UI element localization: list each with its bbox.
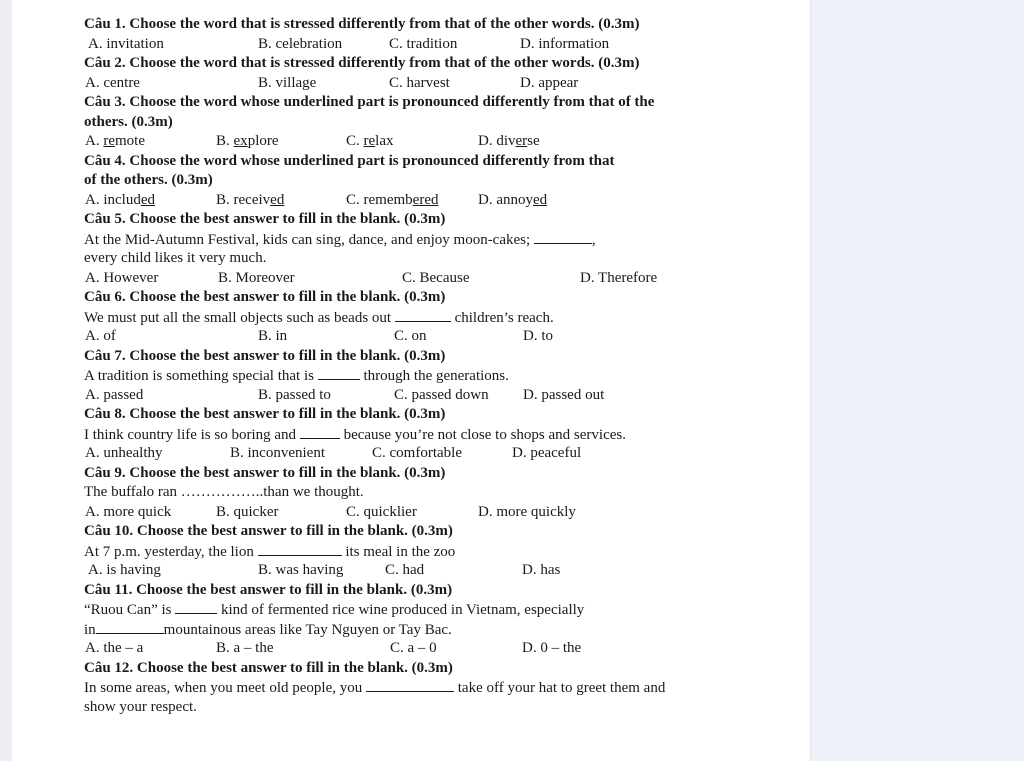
question-11-stem-cont: in mountainous areas like Tay Nguyen or Tay Bac. bbox=[84, 621, 452, 638]
answer-blank bbox=[395, 308, 451, 322]
question-12-stem: In some areas, when you meet old people, you take off your hat to greet them and bbox=[84, 680, 666, 696]
answer-blank bbox=[175, 600, 217, 614]
question-11-stem: “Ruou Can” is kind of fermented rice wine produced in Vietnam, especially bbox=[84, 602, 585, 618]
option-b: B. quicker bbox=[216, 503, 279, 520]
question-6-options bbox=[84, 327, 804, 347]
question-4-title: Câu 4. Choose the word whose underlined part is pronounced differently from that bbox=[84, 152, 615, 169]
question-7-stem: A tradition is something special that is through the generations. bbox=[84, 368, 509, 384]
question-7-title: Câu 7. Choose the best answer to fill in the blank. (0.3m) bbox=[84, 347, 446, 364]
question-4-options bbox=[84, 191, 804, 211]
option-c: C. remembered bbox=[346, 191, 439, 208]
answer-blank bbox=[366, 678, 454, 692]
option-a: A. the – a bbox=[85, 640, 144, 656]
option-d: D. passed out bbox=[523, 386, 605, 403]
option-d: D. more quickly bbox=[478, 503, 576, 520]
answer-blank bbox=[258, 542, 342, 556]
question-9-title: Câu 9. Choose the best answer to fill in the blank. (0.3m) bbox=[84, 464, 446, 481]
option-d: D. appear bbox=[520, 74, 579, 91]
viewer-background-left bbox=[0, 0, 12, 761]
option-b: B. inconvenient bbox=[230, 445, 325, 461]
option-c: C. comfortable bbox=[372, 445, 462, 461]
document-page bbox=[12, 0, 810, 761]
option-b: B. explore bbox=[216, 133, 279, 149]
option-a: A. invitation bbox=[88, 35, 164, 52]
question-9-options bbox=[84, 503, 804, 523]
question-10-stem: At 7 p.m. yesterday, the lion its meal in the zoo bbox=[84, 543, 456, 560]
answer-blank bbox=[300, 425, 340, 439]
option-c: C. relax bbox=[346, 133, 394, 149]
question-11-options bbox=[84, 639, 804, 659]
question-6-title: Câu 6. Choose the best answer to fill in the blank. (0.3m) bbox=[84, 289, 446, 305]
question-11-title: Câu 11. Choose the best answer to fill in the blank. (0.3m) bbox=[84, 581, 453, 598]
option-d: D. Therefore bbox=[580, 269, 658, 286]
option-c: C. passed down bbox=[394, 386, 489, 403]
answer-blank bbox=[318, 366, 360, 380]
option-b: B. passed to bbox=[258, 386, 331, 403]
question-10-options bbox=[84, 561, 804, 581]
option-d: D. diverse bbox=[478, 133, 540, 149]
option-d: D. peaceful bbox=[512, 445, 582, 461]
option-a: A. centre bbox=[85, 74, 140, 91]
option-c: C. had bbox=[385, 562, 425, 578]
exam-content bbox=[84, 15, 804, 717]
question-5-title: Câu 5. Choose the best answer to fill in the blank. (0.3m) bbox=[84, 211, 446, 227]
question-8-stem: I think country life is so boring and because you’re not close to shops and services. bbox=[84, 426, 626, 443]
question-3-options bbox=[84, 132, 804, 152]
option-b: B. in bbox=[258, 328, 288, 344]
option-a: A. of bbox=[85, 328, 116, 344]
option-c: C. Because bbox=[402, 269, 470, 286]
option-b: B. Moreover bbox=[218, 269, 295, 286]
option-c: C. tradition bbox=[389, 35, 458, 52]
option-c: C. harvest bbox=[389, 74, 450, 91]
question-12-stem-cont: show your respect. bbox=[84, 698, 197, 715]
option-d: D. information bbox=[520, 35, 610, 52]
option-a: A. is having bbox=[88, 562, 161, 578]
question-12-title: Câu 12. Choose the best answer to fill in the blank. (0.3m) bbox=[84, 659, 453, 676]
question-5-options bbox=[84, 269, 804, 289]
question-8-title: Câu 8. Choose the best answer to fill in the blank. (0.3m) bbox=[84, 406, 446, 422]
question-10-title: Câu 10. Choose the best answer to fill in the blank. (0.3m) bbox=[84, 523, 453, 539]
option-a: A. included bbox=[85, 191, 156, 208]
option-d: D. to bbox=[523, 328, 553, 344]
question-3-title: Câu 3. Choose the word whose underlined part is pronounced differently from that of the bbox=[84, 94, 655, 110]
viewer-background-right bbox=[810, 0, 1024, 761]
question-5-stem-cont: every child likes it very much. bbox=[84, 250, 267, 266]
question-1-options bbox=[84, 35, 804, 55]
question-8-options bbox=[84, 444, 804, 464]
option-a: A. passed bbox=[85, 386, 144, 403]
question-2-options bbox=[84, 74, 804, 94]
option-d: D. 0 – the bbox=[522, 640, 582, 656]
question-6-stem: We must put all the small objects such as beads out children’s reach. bbox=[84, 309, 554, 326]
option-c: C. on bbox=[394, 328, 427, 344]
question-7-options bbox=[84, 386, 804, 406]
option-a: A. unhealthy bbox=[85, 445, 163, 461]
option-a: A. However bbox=[85, 269, 159, 286]
option-a: A. more quick bbox=[85, 503, 172, 520]
question-9-stem: The buffalo ran ……………..than we thought. bbox=[84, 484, 364, 500]
option-a: A. remote bbox=[85, 133, 145, 149]
option-c: C. quicklier bbox=[346, 503, 417, 520]
option-d: D. has bbox=[522, 562, 561, 578]
question-3-title-cont: others. (0.3m) bbox=[84, 113, 173, 130]
option-b: B. a – the bbox=[216, 640, 274, 656]
question-1-title: Câu 1. Choose the word that is stressed differently from that of the other words. (0.3m) bbox=[84, 16, 640, 32]
answer-blank bbox=[96, 620, 164, 634]
option-b: B. celebration bbox=[258, 35, 343, 52]
question-5-stem: At the Mid-Autumn Festival, kids can sing, dance, and enjoy moon-cakes; , bbox=[84, 231, 596, 248]
option-d: D. annoyed bbox=[478, 191, 548, 208]
option-b: B. received bbox=[216, 191, 285, 208]
option-b: B. village bbox=[258, 74, 317, 91]
option-b: B. was having bbox=[258, 562, 344, 578]
question-2-title: Câu 2. Choose the word that is stressed differently from that of the other words. (0.3m) bbox=[84, 55, 640, 71]
option-c: C. a – 0 bbox=[390, 640, 437, 656]
answer-blank bbox=[534, 230, 592, 244]
question-4-title-cont: of the others. (0.3m) bbox=[84, 172, 213, 188]
